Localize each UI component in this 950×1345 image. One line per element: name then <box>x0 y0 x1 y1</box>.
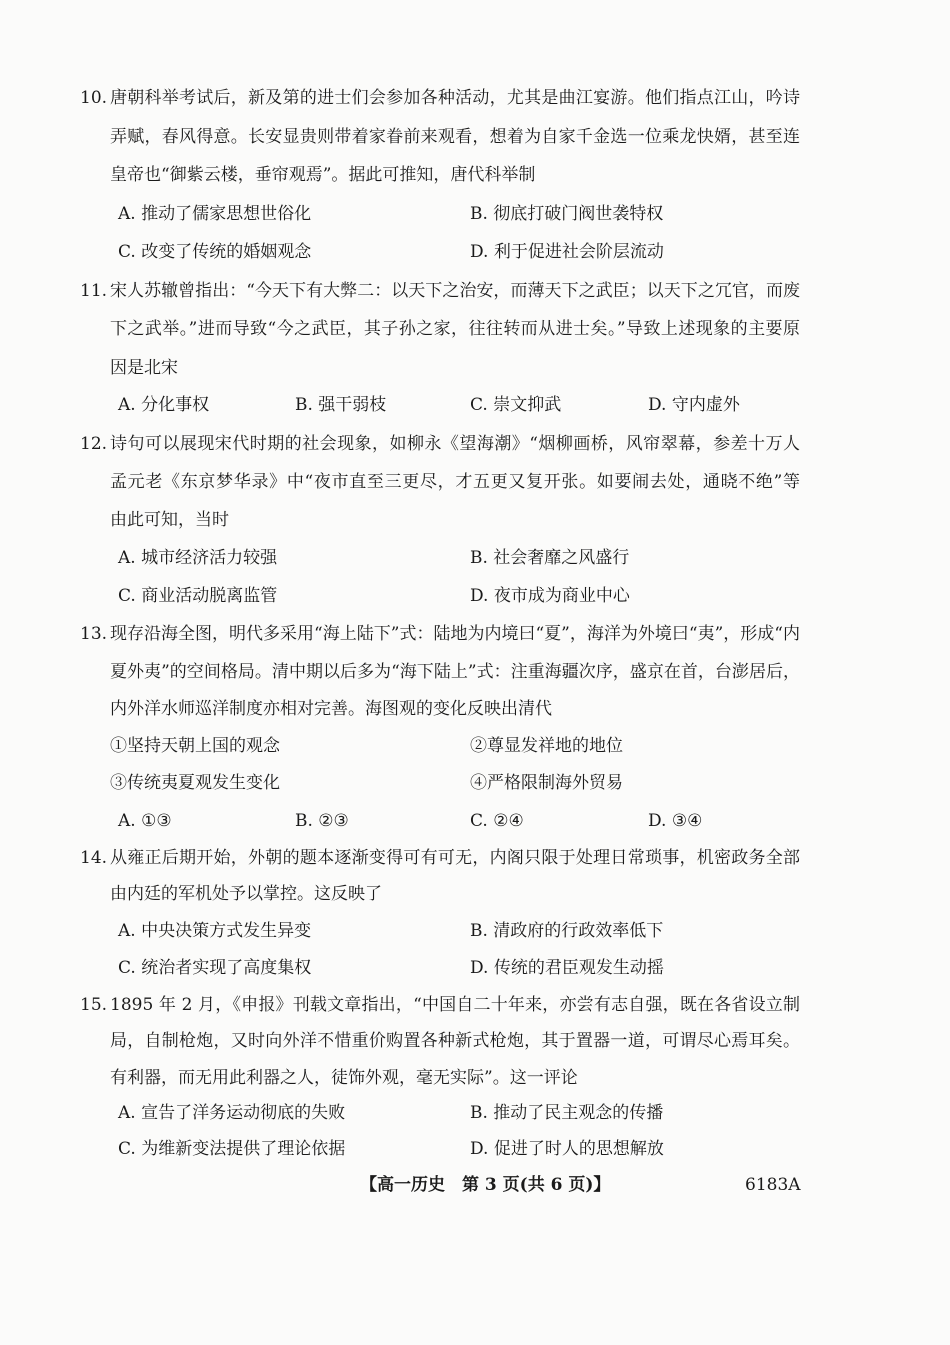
question-stem-line: 宋人苏辙曾指出：“今天下有大弊二：以天下之治安，而薄天下之武臣；以天下之冗官，而废 <box>110 281 800 301</box>
answer-option: A. 中央决策方式发生异变 <box>118 921 312 941</box>
question-number: 10. <box>80 88 108 108</box>
page-footer-title: 【高一历史 第 3 页(共 6 页)】 <box>360 1175 611 1195</box>
answer-option: C. 为维新变法提供了理论依据 <box>118 1139 346 1159</box>
question-stem-line: 有利器，而无用此利器之人，徒饰外观，毫无实际”。这一评论 <box>110 1068 578 1088</box>
question-stem-line: 夏外夷”的空间格局。清中期以后多为“海下陆上”式：注重海疆次序，盛京在首，台澎居后， <box>110 662 800 682</box>
question-stem-line: 现存沿海全图，明代多采用“海上陆下”式：陆地为内境曰“夏”，海洋为外境曰“夷”，形成“内 <box>110 624 800 644</box>
answer-option: C. ②④ <box>470 811 524 831</box>
question-number: 15. <box>80 995 108 1015</box>
answer-option: C. 商业活动脱离监管 <box>118 586 278 606</box>
answer-option: A. 城市经济活力较强 <box>118 548 278 568</box>
question-stem-line: 诗句可以展现宋代时期的社会现象，如柳永《望海潮》“烟柳画桥，风帘翠幕，参差十万人 <box>110 434 800 454</box>
question-stem-line: 局，自制枪炮，又时向外洋不惜重价购置各种新式枪炮，其于置器一道，可谓尽心焉耳矣。 <box>110 1031 800 1051</box>
question-stem-line: 孟元老《东京梦华录》中“夜市直至三更尽，才五更又复开张。如要闹去处，通晓不绝”等 <box>110 472 800 492</box>
question-number: 11. <box>80 281 108 301</box>
answer-option: B. 强干弱枝 <box>295 395 387 415</box>
question-stem-line: 皇帝也“御紫云楼，垂帘观焉”。据此可推知，唐代科举制 <box>110 165 536 185</box>
question-stem-line: 从雍正后期开始，外朝的题本逐渐变得可有可无，内阁只限于处理日常琐事，机密政务全部 <box>110 848 800 868</box>
statement-item: ②尊显发祥地的地位 <box>470 736 623 756</box>
question-stem-line: 由内廷的军机处予以掌控。这反映了 <box>110 884 382 904</box>
question-stem-line: 内外洋水师巡洋制度亦相对完善。海图观的变化反映出清代 <box>110 699 552 719</box>
answer-option: A. 宣告了洋务运动彻底的失败 <box>118 1103 346 1123</box>
answer-option: B. 清政府的行政效率低下 <box>470 921 664 941</box>
answer-option: A. 分化事权 <box>118 395 210 415</box>
question-stem-line: 弄赋，春风得意。长安显贵则带着家眷前来观看，想着为自家千金选一位乘龙快婿，甚至连 <box>110 127 800 147</box>
answer-option: C. 改变了传统的婚姻观念 <box>118 242 312 262</box>
question-stem-line: 因是北宋 <box>110 358 178 378</box>
paper-code: 6183A <box>745 1175 801 1195</box>
answer-option: A. 推动了儒家思想世俗化 <box>118 204 312 224</box>
answer-option: D. 传统的君臣观发生动摇 <box>470 958 664 978</box>
answer-option: D. 夜市成为商业中心 <box>470 586 630 606</box>
question-stem-line: 唐朝科举考试后，新及第的进士们会参加各种活动，尤其是曲江宴游。他们指点江山，吟诗 <box>110 88 800 108</box>
statement-item: ④严格限制海外贸易 <box>470 773 623 793</box>
question-stem-line: 下之武举。”进而导致“今之武臣，其子孙之家，往往转而从进士矣。”导致上述现象的主要原 <box>110 319 800 339</box>
question-stem-line: 1895 年 2 月，《申报》刊载文章指出，“中国自二十年来，亦尝有志自强，既在各省设立制 <box>110 995 800 1015</box>
answer-option: D. 促进了时人的思想解放 <box>470 1139 664 1159</box>
question-number: 14. <box>80 848 108 868</box>
answer-option: B. 社会奢靡之风盛行 <box>470 548 630 568</box>
answer-option: B. ②③ <box>295 811 349 831</box>
answer-option: B. 推动了民主观念的传播 <box>470 1103 664 1123</box>
question-stem-line: 由此可知，当时 <box>110 510 229 530</box>
statement-item: ①坚持天朝上国的观念 <box>110 736 280 756</box>
statement-item: ③传统夷夏观发生变化 <box>110 773 280 793</box>
answer-option: D. ③④ <box>648 811 703 831</box>
question-number: 13. <box>80 624 108 644</box>
question-number: 12. <box>80 434 108 454</box>
answer-option: D. 利于促进社会阶层流动 <box>470 242 664 262</box>
answer-option: C. 统治者实现了高度集权 <box>118 958 312 978</box>
answer-option: A. ①③ <box>118 811 172 831</box>
answer-option: B. 彻底打破门阀世袭特权 <box>470 204 664 224</box>
answer-option: D. 守内虚外 <box>648 395 740 415</box>
answer-option: C. 崇文抑武 <box>470 395 562 415</box>
